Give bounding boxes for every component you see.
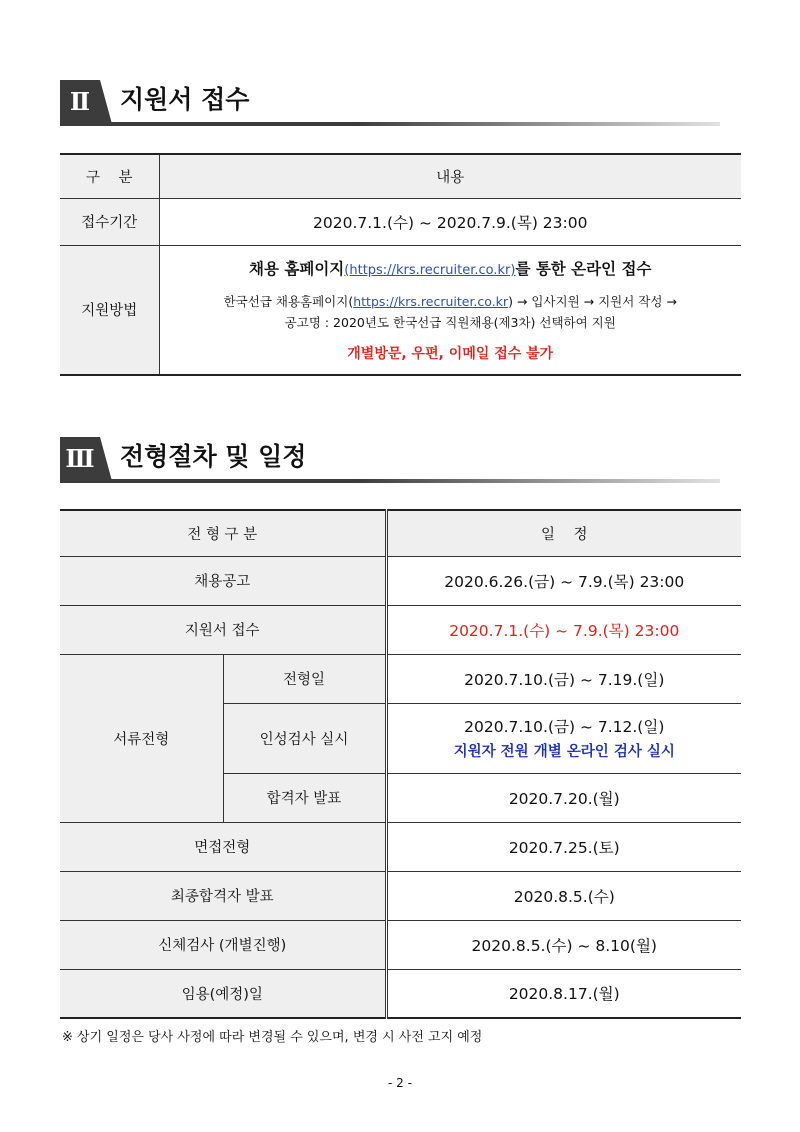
method-main-text-end: 를 통한 온라인 접수 (515, 259, 652, 278)
method-sub-line-2: 공고명 : 2020년도 한국선급 직원채용(제3차) 선택하여 지원 (284, 314, 616, 330)
notice-label: 채용공고 (60, 556, 386, 605)
table-row (60, 605, 741, 654)
apply-label: 지원서 접수 (60, 605, 386, 654)
doc-group-label: 서류전형 (60, 654, 223, 822)
appoint-label: 임용(예정)일 (60, 969, 386, 1018)
table-header-row (60, 510, 741, 556)
doc-screen-value: 2020.7.10.(금) ~ 7.19.(일) (386, 654, 741, 703)
table-row (60, 198, 741, 245)
heading-underline (60, 479, 720, 483)
homepage-link-secondary[interactable]: https://krs.recruiter.co.kr (353, 293, 509, 309)
table-row (60, 556, 741, 605)
method-main-text: 채용 홈페이지 (249, 259, 345, 278)
method-sub-text-end: ) → 입사지원 → 지원서 작성 → (508, 293, 677, 309)
aptitude-note: 지원자 전원 개별 온라인 검사 실시 (453, 744, 675, 760)
section-title: 전형절차 및 일정 (120, 442, 307, 471)
aptitude-label: 인성검사 실시 (223, 703, 386, 773)
interview-label: 면접전형 (60, 822, 386, 871)
section-3-heading (60, 437, 720, 481)
homepage-link[interactable]: (https://krs.recruiter.co.kr) (344, 262, 516, 278)
heading-slant-decoration (100, 80, 112, 124)
period-label: 접수기간 (60, 198, 159, 245)
method-warning: 개별방문, 우편, 이메일 접수 불가 (347, 345, 554, 362)
interview-value: 2020.7.25.(토) (386, 822, 741, 871)
footnote: ※ 상기 일정은 당사 사정에 따라 변경될 수 있으며, 변경 시 사전 고지 예정 (62, 1030, 483, 1045)
section-title: 지원서 접수 (120, 85, 250, 114)
apply-value: 2020.7.1.(수) ~ 7.9.(목) 23:00 (386, 605, 741, 654)
application-table (60, 153, 741, 376)
header-schedule: 일 정 (386, 510, 741, 556)
medical-value: 2020.8.5.(수) ~ 8.10(월) (386, 920, 741, 969)
doc-result-value: 2020.7.20.(월) (386, 773, 741, 822)
header-stage: 전 형 구 분 (60, 510, 386, 556)
table-row (60, 920, 741, 969)
page-number: - 2 - (388, 1076, 412, 1090)
period-value: 2020.7.1.(수) ~ 2020.7.9.(목) 23:00 (159, 198, 741, 245)
method-label: 지원방법 (60, 245, 159, 375)
aptitude-cell (386, 703, 741, 773)
medical-label: 신체검사 (개별진행) (60, 920, 386, 969)
final-value: 2020.8.5.(수) (386, 871, 741, 920)
method-content (159, 245, 741, 375)
heading-underline (60, 122, 720, 126)
method-sub-text: 한국선급 채용홈페이지( (223, 293, 354, 309)
table-row (60, 654, 741, 703)
section-number-badge: Ⅱ (60, 80, 100, 124)
section-2-heading (60, 80, 720, 124)
table-header-row (60, 154, 741, 198)
table-row (60, 871, 741, 920)
header-content: 내용 (159, 154, 741, 198)
doc-screen-label: 전형일 (223, 654, 386, 703)
method-sub-line (160, 291, 742, 312)
aptitude-value: 2020.7.10.(금) ~ 7.12.(일) (464, 718, 665, 736)
header-category: 구 분 (60, 154, 159, 198)
method-main-line (160, 257, 742, 279)
final-label: 최종합격자 발표 (60, 871, 386, 920)
table-row (60, 245, 741, 375)
schedule-table (60, 509, 741, 1019)
table-row (60, 969, 741, 1018)
notice-value: 2020.6.26.(금) ~ 7.9.(목) 23:00 (386, 556, 741, 605)
appoint-value: 2020.8.17.(월) (386, 969, 741, 1018)
heading-slant-decoration (100, 437, 112, 481)
table-row (60, 822, 741, 871)
doc-result-label: 합격자 발표 (223, 773, 386, 822)
section-number-badge: Ⅲ (60, 437, 100, 481)
